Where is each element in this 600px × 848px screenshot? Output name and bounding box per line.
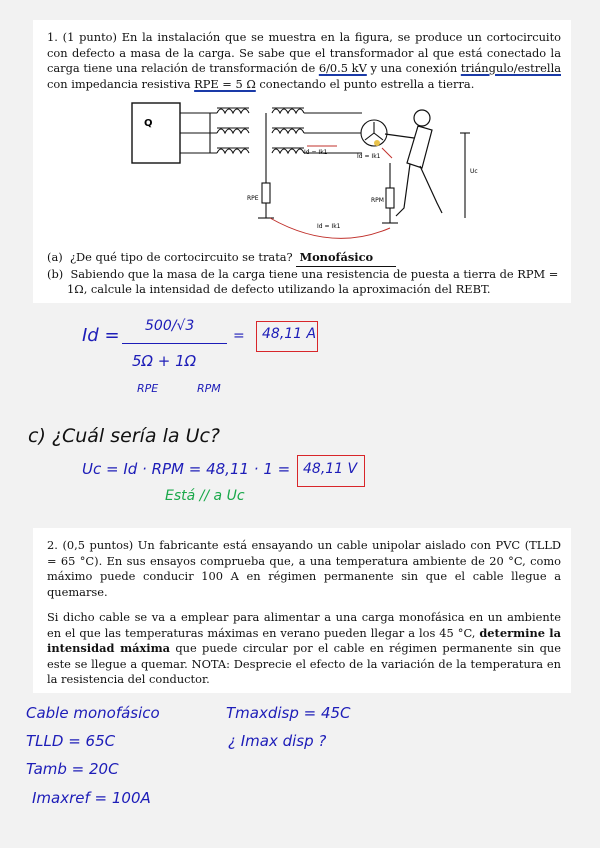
- note-imaxref: Imaxref = 100A: [32, 789, 151, 807]
- green-note: Está // a Uc: [165, 488, 245, 504]
- circuit-diagram: [92, 78, 512, 248]
- question-1-subitems: [47, 250, 567, 298]
- question-2-paragraph-2: Si dicho cable se va a emplear para alimentar a una carga monofásica en un ambiente en el que las temperaturas máximas en verano pueden llegar a los 45 °C, determine la intensidad máxima que puede circular por el cable en régimen permanente sin que este se llegue a quemar. NOTA: Desprecie el efecto de la variación de la temperatura en la resistencia del conductor.: [47, 610, 561, 686]
- id-result: 48,11 A: [262, 326, 317, 342]
- svg-text:RPE: RPE: [247, 195, 259, 202]
- subitem-b: (b) Sabiendo que la masa de la carga tiene una resistencia de puesta a tierra de RPM = 1Ω, calcule la intensidad de defecto utilizando la aproximación del REBT.: [47, 266, 559, 296]
- note-tamb: Tamb = 20C: [26, 760, 119, 778]
- question-1-text: 1. (1 punto) En la instalación que se muestra en la figura, se produce un cortocircuito con defecto a masa de la carga. Se sabe que el transformador al que está conectado la carga tiene una relación de transformación de 6/0.5 kV y una conexión triángulo/estrella con impedancia resistiva RPE = 5 Ω conectando el punto estrella a tierra.: [47, 30, 562, 91]
- numerator: 500/√3: [145, 318, 195, 334]
- fraction-bar: [122, 343, 227, 344]
- uc-result: 48,11 V: [303, 461, 358, 477]
- ratio-underlined: 6/0.5 kV: [318, 61, 367, 75]
- question-c: c) ¿Cuál sería la Uc?: [28, 425, 221, 447]
- svg-text:Id = Ik1: Id = Ik1: [304, 149, 328, 156]
- question-2-card: [33, 528, 571, 693]
- svg-text:RPM: RPM: [371, 197, 384, 204]
- note-imaxdisp: ¿ Imax disp ?: [228, 732, 327, 750]
- denominator: 5Ω + 1Ω: [132, 352, 197, 370]
- svg-text:Uc: Uc: [470, 168, 478, 175]
- svg-text:Id = Ik1: Id = Ik1: [317, 223, 341, 230]
- connection-underlined: triángulo/estrella: [460, 61, 561, 75]
- question-1-number: 1.: [47, 30, 58, 44]
- svg-text:Id = Ik1: Id = Ik1: [357, 153, 381, 160]
- diagram-box-label: Q: [144, 118, 153, 129]
- note-tlld: TLLD = 65C: [26, 732, 116, 750]
- note-tmaxdisp: Tmaxdisp = 45C: [226, 704, 351, 722]
- subitem-a: (a) ¿De qué tipo de cortocircuito se trata? Monofásico: [47, 250, 567, 267]
- uc-equation: Uc = Id · RPM = 48,11 · 1 =: [82, 460, 291, 478]
- id-lhs: Id =: [82, 325, 120, 346]
- question-2-paragraph-1: 2. (0,5 puntos) Un fabricante está ensayando un cable unipolar aislado con PVC (TLLD = 65 °C). En sus ensayos comprueba que, a una temperatura ambiente de 20 °C, como máximo puede conducir 100 A en régimen permanente sin que el cable llegue a quemarse.: [47, 538, 562, 599]
- note-cable: Cable monofásico: [26, 704, 160, 722]
- answer-a: Monofásico: [296, 250, 396, 267]
- rpe-underlined: RPE = 5 Ω: [194, 76, 256, 91]
